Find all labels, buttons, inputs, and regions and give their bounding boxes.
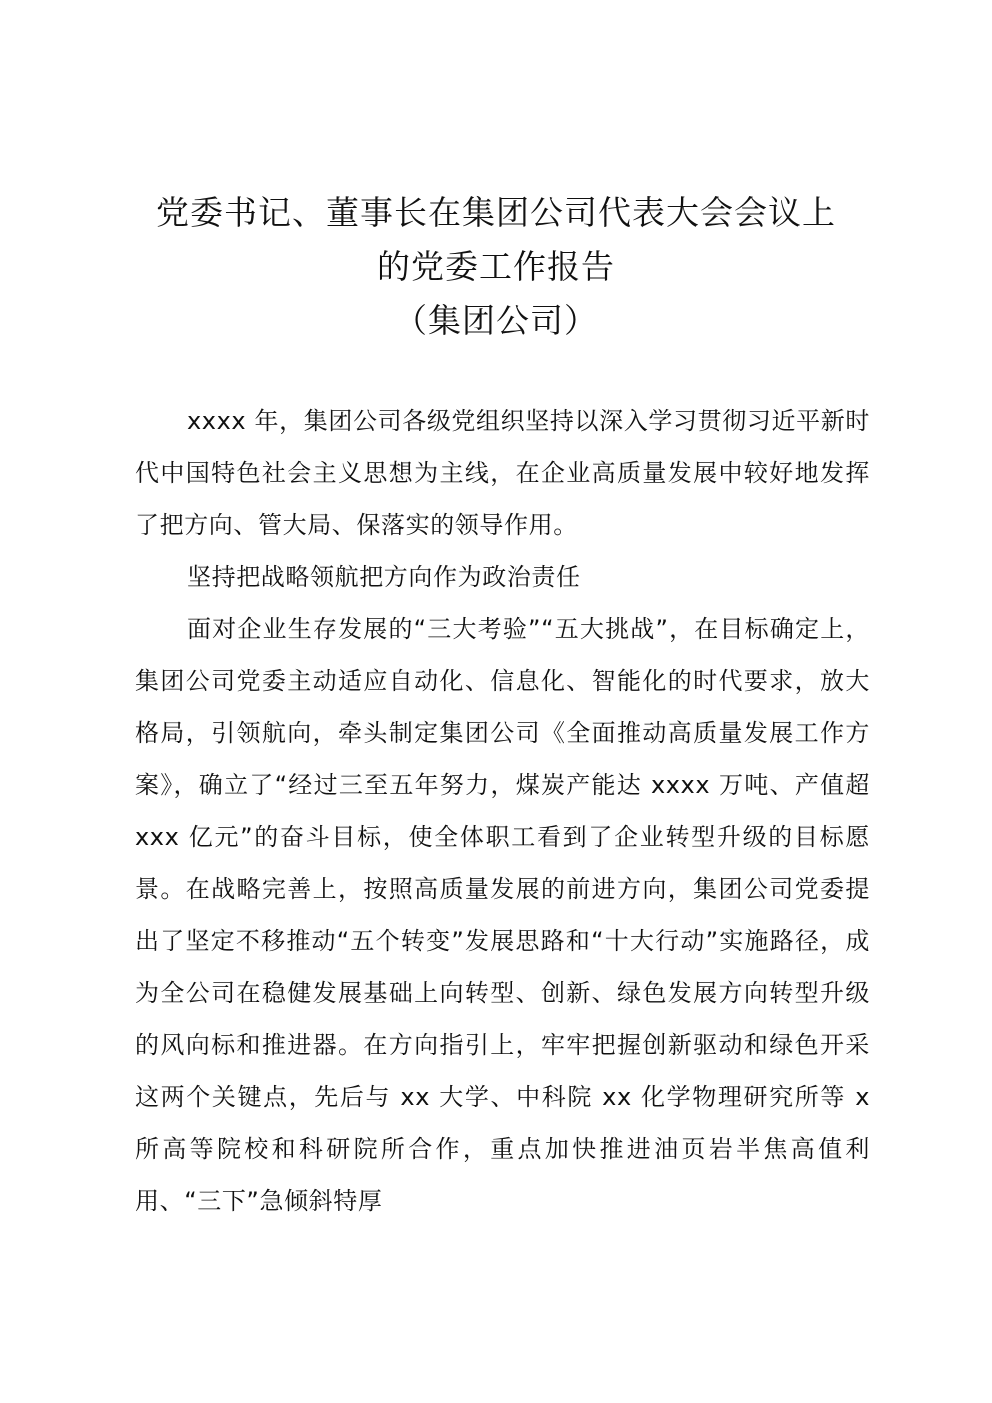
- title-line-3: （集团公司）: [394, 301, 598, 340]
- section-heading: 坚持把战略领航把方向作为政治责任: [187, 563, 581, 591]
- title-line-2: 的党委工作报告: [377, 247, 615, 286]
- document-title: [120, 186, 872, 348]
- intro-paragraph: xxxx 年，集团公司各级党组织坚持以深入学习贯彻习近平新时代中国特色社会主义思想为主线，在企业高质量发展中较好地发挥了把方向、管大局、保落实的领导作用。: [135, 407, 870, 539]
- title-line-1: 党委书记、董事长在集团公司代表大会会议上: [156, 193, 836, 232]
- section-paragraph: 面对企业生存发展的“三大考验”“五大挑战”，在目标确定上，集团公司党委主动适应自动化、信息化、智能化的时代要求，放大格局，引领航向，牵头制定集团公司《全面推动高质量发展工作方案》，确立了“经过三至五年努力，煤炭产能达 xxxx 万吨、产值超 xxx 亿元”的奋斗目标，使全体职工看到了企业转型升级的目标愿景。在战略完善上，按照高质量发展的前进方向，集团公司党委提出了坚定不移推动“五个转变”发展思路和“十大行动”实施路径，成为全公司在稳健发展基础上向转型、创新、绿色发展方向转型升级的风向标和推进器。在方向指引上，牢牢把握创新驱动和绿色开采这两个关键点，先后与 xx 大学、中科院 xx 化学物理研究所等 x 所高等院校和科研院所合作，重点加快推进油页岩半焦高值利用、“三下”急倾斜特厚: [135, 615, 870, 1215]
- document-body: [135, 395, 870, 1227]
